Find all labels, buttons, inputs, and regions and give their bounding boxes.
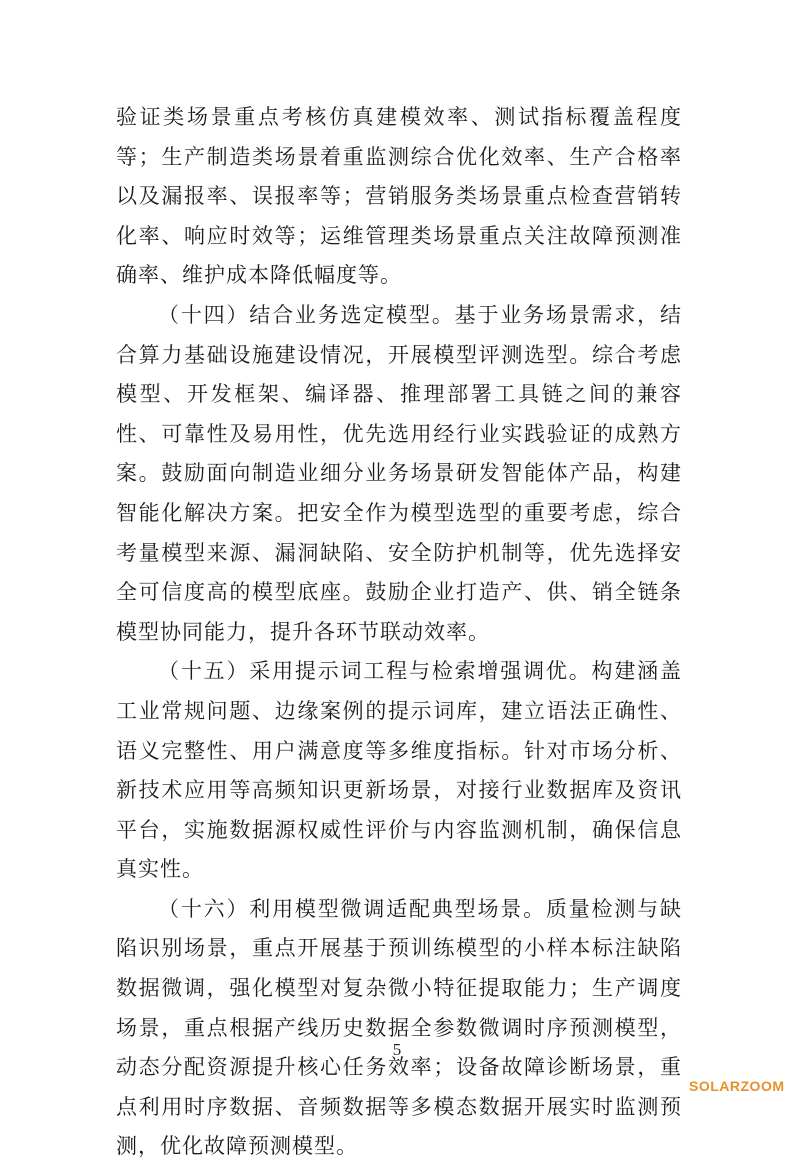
paragraph-section-15: （十五）采用提示词工程与检索增强调优。构建涵盖工业常规问题、边缘案例的提示词库，建立语法正确性、语义完整性、用户满意度等多维度指标。针对市场分析、新技术应用等高频知识更新场景，对接行业数据库及资讯平台，实施数据源权威性评价与内容监测机制，确保信息真实性。 [116,659,682,882]
paragraph-section-16: （十六）利用模型微调适配典型场景。质量检测与缺陷识别场景，重点开展基于预训练模型的小样本标注缺陷数据微调，强化模型对复杂微小特征提取能力；生产调度场景，重点根据产线历史数据全参数微调时序预测模型，动态分配资源提升核心任务效率；设备故障诊断场景，重点利用时序数据、音频数据等多模态数据开展实时监测预测，优化故障预测模型。 [116,896,682,1159]
watermark-logo: SOLARZOOM [689,1078,785,1094]
paragraph-section-14: （十四）结合业务选定模型。基于业务场景需求，结合算力基础设施建设情况，开展模型评测选型。综合考虑模型、开发框架、编译器、推理部署工具链之间的兼容性、可靠性及易用性，优先选用经行业实践验证的成熟方案。鼓励面向制造业细分业务场景研发智能体产品，构建智能化解决方案。把安全作为模型选型的重要考虑，综合考量模型来源、漏洞缺陷、安全防护机制等，优先选择安全可信度高的模型底座。鼓励企业打造产、供、销全链条模型协同能力，提升各环节联动效率。 [116,302,682,644]
paragraph-continuation: 验证类场景重点考核仿真建模效率、测试指标覆盖程度等；生产制造类场景着重监测综合优化效率、生产合格率以及漏报率、误报率等；营销服务类场景重点检查营销转化率、响应时效等；运维管理类场景重点关注故障预测准确率、维护成本降低幅度等。 [116,105,682,288]
document-body [116,98,682,1167]
page-number: 5 [392,1040,402,1059]
